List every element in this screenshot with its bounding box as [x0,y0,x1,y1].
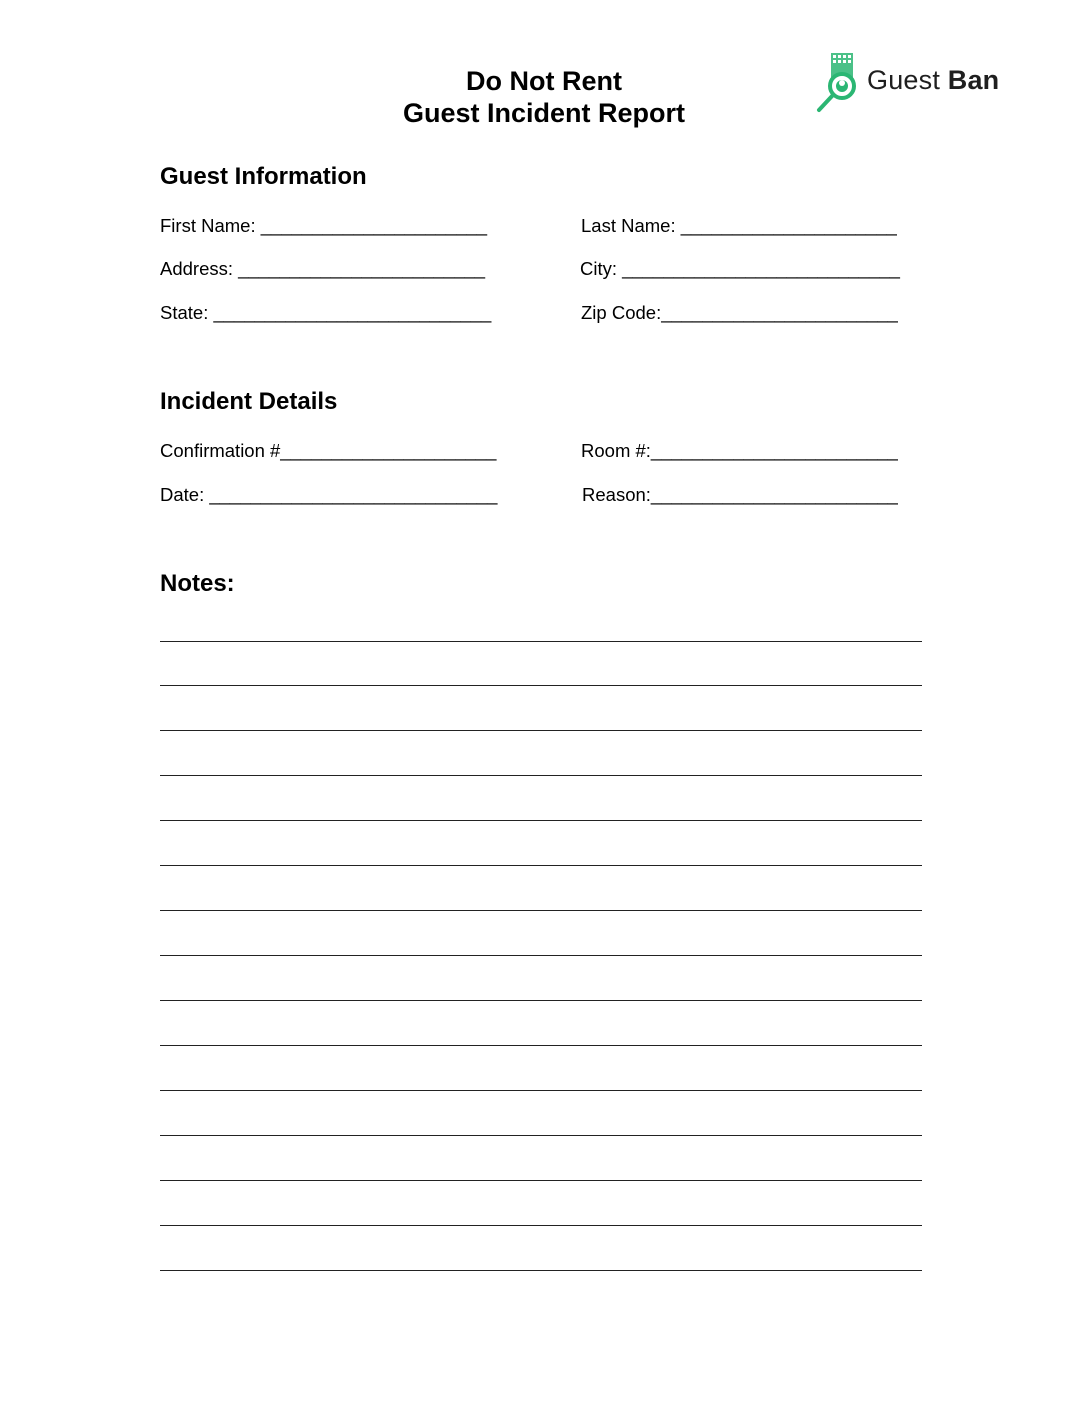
notes-line[interactable] [160,641,922,642]
notes-line[interactable] [160,955,922,956]
notes-line[interactable] [160,1270,922,1271]
notes-line[interactable] [160,1045,922,1046]
notes-heading: Notes: [160,570,235,597]
first-name-field[interactable]: First Name: ______________________ [160,215,488,236]
confirmation-number-field[interactable]: Confirmation #_____________________ [160,440,497,461]
room-number-field[interactable]: Room #:________________________ [581,440,898,461]
zip-code-field[interactable]: Zip Code:_______________________ [581,302,898,323]
guest-information-heading: Guest Information [160,163,367,190]
notes-line[interactable] [160,730,922,731]
date-field[interactable]: Date: ____________________________ [160,484,498,505]
notes-line[interactable] [160,1090,922,1091]
address-field[interactable]: Address: ________________________ [160,258,486,279]
notes-line[interactable] [160,1180,922,1181]
state-field[interactable]: State: ___________________________ [160,302,492,323]
notes-line[interactable] [160,775,922,776]
notes-line[interactable] [160,820,922,821]
logo-text-bold: Ban [947,65,1000,95]
title-line-1: Do Not Rent [466,66,622,96]
notes-line[interactable] [160,685,922,686]
building-magnifier-icon [812,50,872,120]
last-name-field[interactable]: Last Name: _____________________ [581,215,897,236]
city-field[interactable]: City: ___________________________ [580,258,900,279]
notes-line[interactable] [160,1225,922,1226]
logo-wordmark [867,62,999,98]
notes-line[interactable] [160,865,922,866]
logo-text-light: Guest [867,65,948,95]
notes-line[interactable] [160,1135,922,1136]
notes-line[interactable] [160,910,922,911]
incident-details-heading: Incident Details [160,388,338,415]
notes-line[interactable] [160,1000,922,1001]
reason-field[interactable]: Reason:________________________ [582,484,898,505]
page-title: Guest Incident Report [402,98,686,128]
